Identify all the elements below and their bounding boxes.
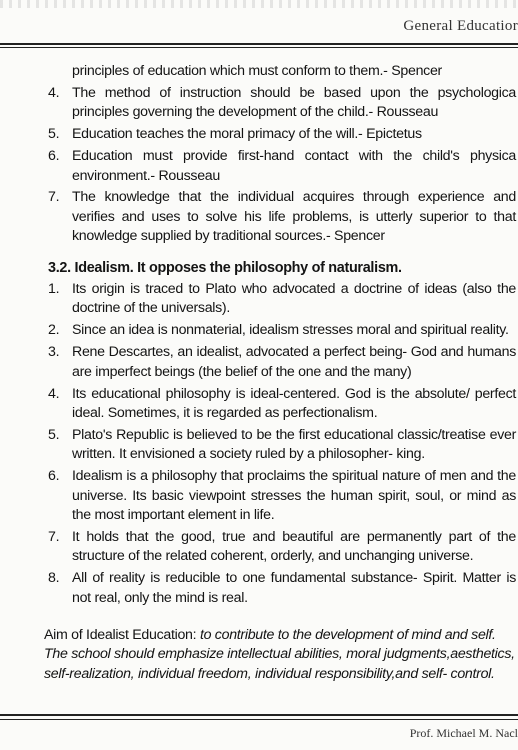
item-number: 4. (48, 385, 60, 402)
item-text: Idealism is a philosophy that proclaims the spiritual nature of men and the universe. Its basic viewpoint stresses the human spirit, soul, or mind as the most important element in life. (72, 468, 516, 524)
list-item (0, 528, 518, 567)
list-item (0, 321, 518, 340)
item-text: Education teaches the moral primacy of the will.- Epictetus (72, 126, 422, 143)
item-number: 3. (48, 344, 60, 361)
item-text: principles of education which must conform to them.- Spencer (72, 63, 442, 79)
naturalism-list (0, 62, 518, 247)
item-text: Its origin is traced to Plato who advocated a doctrine of ideas (also the doctrine of the universals). (72, 281, 516, 317)
item-text: The method of instruction should be based upon the psychologica principles governing the development of the child.- Rousseau (72, 84, 516, 121)
item-number: 4. (48, 84, 60, 101)
item-number: 8. (48, 570, 60, 587)
list-item (0, 343, 518, 382)
running-footer: Prof. Michael M. Nacl (409, 726, 518, 740)
footer-rule-thin (0, 719, 518, 720)
item-number: 1. (48, 281, 60, 298)
list-item (0, 280, 518, 319)
list-item (0, 569, 518, 608)
section-heading: 3.2. Idealism. It opposes the philosophy of naturalism. (48, 259, 402, 276)
item-number: 7. (48, 528, 60, 545)
aim-paragraph (0, 626, 518, 684)
item-number: 2. (48, 322, 60, 339)
item-text: It holds that the good, true and beautiful are permanently part of the structure of the related coherent, orderly, and unchanging universe. (72, 528, 516, 565)
list-item (0, 147, 518, 186)
aim-text: to contribute to the development of mind and self. The school should emphasize intellectual abilities, moral judgments,aesthetics, self-realization, individual freedom, individual responsibility,and self- control. (44, 627, 515, 682)
scan-artifact (0, 0, 518, 8)
list-item (0, 426, 518, 465)
item-number: 7. (48, 189, 60, 206)
item-number: 6. (48, 148, 60, 165)
item-text: Since an idea is nonmaterial, idealism stresses moral and spiritual reality. (72, 322, 509, 339)
item-text: The knowledge that the individual acquires through experience and verifies and uses to solve his life problems, is utterly superior to that knowledge supplied by traditional sources.- Spencer (72, 189, 516, 245)
page-body (0, 62, 518, 684)
list-item (0, 188, 518, 246)
header-rule-thin (0, 47, 518, 48)
footer-rule (0, 714, 518, 716)
item-number: 6. (48, 468, 60, 485)
item-number: 5. (48, 126, 60, 143)
header-rule (0, 43, 518, 45)
running-header: General Educatior (403, 18, 518, 34)
item-text: Plato's Republic is believed to be the first educational classic/treatise ever written. It envisioned a society ruled by a philosopher- king. (72, 426, 516, 463)
item-text: All of reality is reducible to one fundamental substance- Spirit. Matter is not real, only the mind is real. (72, 570, 516, 606)
list-item (0, 385, 518, 424)
item-text: Rene Descartes, an idealist, advocated a perfect being- God and humans are imperfect beings (the belief of the one and the many) (72, 344, 516, 380)
list-item (0, 467, 518, 525)
idealism-list (0, 280, 518, 608)
aim-label: Aim of Idealist Education: (44, 627, 200, 644)
list-item (0, 125, 518, 144)
list-item (0, 84, 518, 123)
item-number: 5. (48, 426, 60, 443)
list-item (0, 62, 518, 81)
item-text: Education must provide first-hand contact with the child's physica environment.- Rousseau (72, 148, 516, 184)
item-text: Its educational philosophy is ideal-centered. God is the absolute/ perfect ideal. Sometimes, it is regarded as perfectionalism. (72, 385, 516, 421)
